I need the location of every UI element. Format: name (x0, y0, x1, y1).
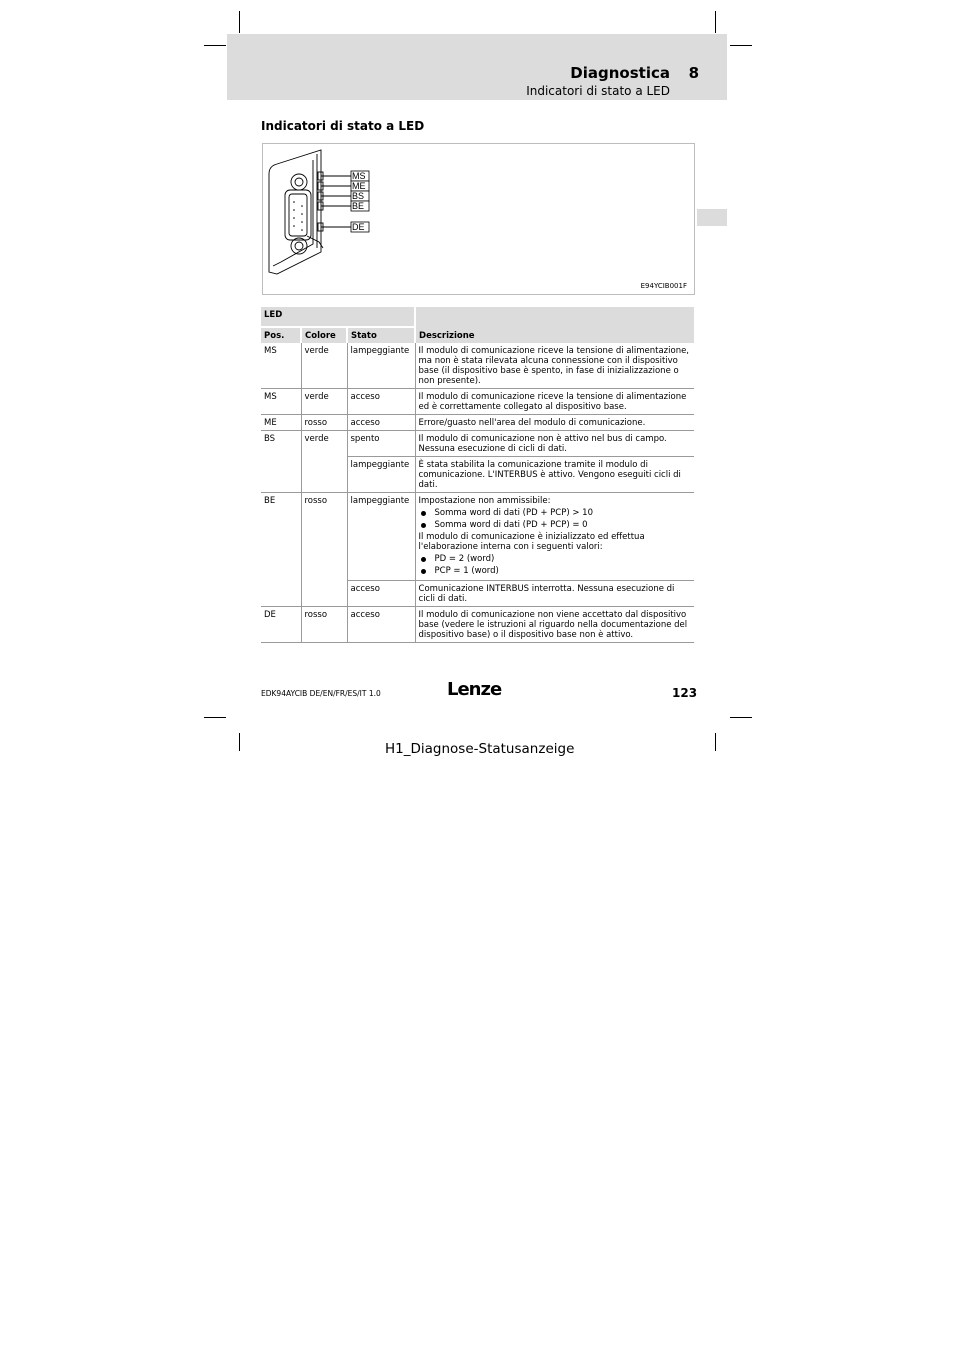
cell-pos: MS (261, 343, 301, 389)
cell-description (415, 493, 694, 581)
cell-pos: ME (261, 415, 301, 431)
cell-pos: DE (261, 607, 301, 643)
connector-drawing (263, 144, 694, 294)
table-header-pos: Pos. (261, 327, 301, 343)
led-label-be: BE (352, 201, 365, 211)
cell-color: verde (301, 389, 347, 415)
cell-color: rosso (301, 607, 347, 643)
cell-state: acceso (347, 415, 415, 431)
led-label-de: DE (352, 222, 365, 232)
cell-pos: BS (261, 431, 301, 493)
page-number: 123 (672, 686, 698, 700)
section-title: Indicatori di stato a LED (261, 119, 425, 133)
led-label-ms: MS (352, 171, 366, 181)
led-figure (262, 143, 695, 295)
cell-color: verde (301, 431, 347, 493)
chapter-title: Diagnostica (570, 64, 670, 82)
crop-mark (730, 717, 752, 718)
lenze-logo: Lenze (447, 679, 502, 700)
crop-mark (715, 733, 716, 751)
crop-mark (730, 45, 752, 46)
bullet-list (419, 508, 692, 530)
led-label-me: ME (352, 181, 366, 191)
table-group-header: LED (261, 307, 415, 327)
document-code: EDK94AYCIB DE/EN/FR/ES/IT 1.0 (261, 689, 381, 698)
table-row (261, 415, 694, 431)
table-header-state: Stato (347, 327, 415, 343)
cell-state: lampeggiante (347, 457, 415, 493)
table-header-color: Colore (301, 327, 347, 343)
header-description-label: Descrizione (419, 331, 475, 341)
cell-state: spento (347, 431, 415, 457)
led-status-table (261, 307, 694, 643)
bullet-item: Somma word di dati (PD + PCP) > 10 (419, 508, 692, 518)
led-label-bs: BS (352, 191, 365, 201)
cell-state: acceso (347, 581, 415, 607)
cell-color: verde (301, 343, 347, 389)
bullet-item: Somma word di dati (PD + PCP) = 0 (419, 520, 692, 530)
bullet-item: PD = 2 (word) (419, 554, 692, 564)
cell-description: Il modulo di comunicazione riceve la tensione di alimentazione, ma non è stata rilevata alcuna connessione con il dispositivo base (il dispositivo base è spento, in fase di inizializzazione o non presente). (415, 343, 694, 389)
figure-code: E94YCIB001F (640, 282, 687, 290)
file-label: H1_Diagnose-Statusanzeige (385, 741, 575, 757)
cell-description: Il modulo di comunicazione riceve la tensione di alimentazione ed è correttamente collegato al dispositivo base. (415, 389, 694, 415)
cell-color: rosso (301, 493, 347, 607)
table-header-description (415, 307, 694, 343)
cell-pos: BE (261, 493, 301, 607)
cell-color: rosso (301, 415, 347, 431)
table-row (261, 431, 694, 457)
crop-mark (239, 733, 240, 751)
cell-description: Comunicazione INTERBUS interrotta. Nessuna esecuzione di cicli di dati. (415, 581, 694, 607)
chapter-tab (697, 209, 727, 226)
table-row (261, 389, 694, 415)
cell-state: lampeggiante (347, 343, 415, 389)
table-row (261, 607, 694, 643)
chapter-number: 8 (688, 64, 699, 82)
table-row (261, 493, 694, 581)
table-row (261, 343, 694, 389)
bullet-item: PCP = 1 (word) (419, 566, 692, 576)
crop-mark (204, 717, 226, 718)
chapter-subtitle: Indicatori di stato a LED (526, 84, 670, 98)
crop-mark (715, 11, 716, 33)
chapter-header (227, 34, 727, 100)
crop-mark (204, 45, 226, 46)
description-mid: Il modulo di comunicazione è inizializzato ed effettua l'elaborazione interna con i seguenti valori: (418, 532, 645, 552)
cell-description: Il modulo di comunicazione non viene accettato dal dispositivo base (vedere le istruzioni al riguardo nella documentazione del dispositivo base) o il dispositivo base non è attivo. (415, 607, 694, 643)
bullet-list (419, 554, 692, 576)
description-intro: Impostazione non ammissibile: (418, 496, 551, 506)
cell-state: acceso (347, 389, 415, 415)
cell-pos: MS (261, 389, 301, 415)
cell-description: Errore/guasto nell'area del modulo di comunicazione. (415, 415, 694, 431)
cell-state: lampeggiante (347, 493, 415, 581)
cell-description: Il modulo di comunicazione non è attivo nel bus di campo. Nessuna esecuzione di cicli di dati. (415, 431, 694, 457)
cell-state: acceso (347, 607, 415, 643)
crop-mark (239, 11, 240, 33)
cell-description: È stata stabilita la comunicazione tramite il modulo di comunicazione. L'INTERBUS è attivo. Vengono eseguiti cicli di dati. (415, 457, 694, 493)
